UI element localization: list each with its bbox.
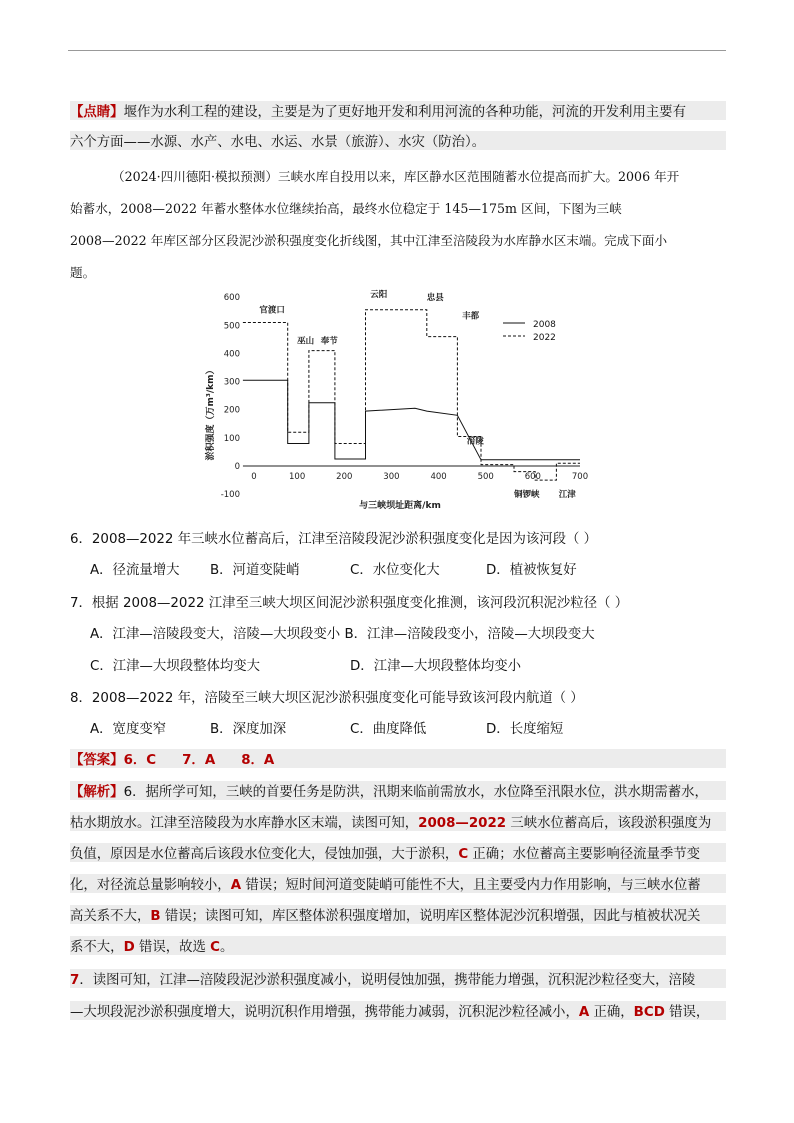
legend-2008-label: 2008 xyxy=(533,320,556,330)
legend xyxy=(503,320,556,343)
stem-line-1: （2024·四川德阳·模拟预测）三峡水库自投用以来，库区静水区范围随蓄水位提高而扩大。2006 年开 xyxy=(112,169,680,184)
y-tick-label: 100 xyxy=(223,433,240,444)
q8-option-d[interactable]: D．长度缩短 xyxy=(486,722,564,737)
q8-stem: 8．2008—2022 年，涪陵至三峡大坝区泥沙淤积强度变化可能导致该河段内航道（ ） xyxy=(70,691,584,706)
dianjing-line-2: 六个方面——水源、水产、水电、水运、水景（旅游）、水灾（防治）。 xyxy=(70,131,726,150)
dianjing-line-1: 【点睛】堰作为水利工程的建设，主要是为了更好地开发和利用河流的各种功能，河流的开发利用主要有 xyxy=(70,101,726,120)
y-tick-label: -100 xyxy=(220,490,240,501)
analysis-line-8: —大坝段泥沙淤积强度增大，说明沉积作用增强，携带能力减弱，沉积泥沙粒径减小，A 正确，BCD 错误， xyxy=(70,1001,726,1020)
q7-option-d[interactable]: D．江津—大坝段整体均变小 xyxy=(350,659,521,674)
stem-line-3: 2008—2022 年库区部分区段泥沙淤积强度变化折线图，其中江津至涪陵段为水库静水区末端。完成下面小 xyxy=(70,233,668,248)
answer-8: 8．A xyxy=(241,753,275,768)
analysis-line-4: 化，对径流总量影响较小，A 错误；短时间河道变陡峭可能性不大，且主要受内力作用影响，与三峡水位蓄 xyxy=(70,874,726,893)
analysis-line-7: 7．读图可知，江津—涪陵段泥沙淤积强度减小，说明侵蚀加强，携带能力增强，沉积泥沙粒径变大，涪陵 xyxy=(70,969,726,988)
q8-option-a[interactable]: A．宽度变窄 xyxy=(90,722,167,737)
stem-line-4: 题。 xyxy=(70,265,96,280)
y-tick-label: 400 xyxy=(223,349,240,360)
place-label: 云阳 xyxy=(370,290,388,301)
analysis-line-2: 枯水期放水。江津至涪陵段为水库静水区末端，读图可知，2008—2022 三峡水位蓄高后，该段淤积强度为 xyxy=(70,812,726,831)
stem-line-2: 始蓄水，2008—2022 年蓄水整体水位继续抬高，最终水位稳定于 145—175m 区间，下图为三峡 xyxy=(70,201,622,216)
answer-6: 6．C xyxy=(123,753,157,768)
y-tick-label: 0 xyxy=(234,462,240,472)
x-tick-label: 500 xyxy=(477,472,494,482)
q6-option-c[interactable]: C．水位变化大 xyxy=(350,563,440,578)
analysis-line-3: 负值，原因是水位蓄高后该段水位变化大，侵蚀加强，大于淤积，C 正确；水位蓄高主要影响径流量季节变 xyxy=(70,843,726,862)
place-label: 涪陵 xyxy=(466,436,484,447)
q7-option-c[interactable]: C．江津—大坝段整体均变大 xyxy=(90,659,261,674)
y-axis-label: 淤积强度（万m³/km） xyxy=(206,365,216,461)
dianjing-tag: 【点睛】 xyxy=(70,105,124,120)
answer-line xyxy=(70,749,726,768)
series-group xyxy=(243,310,580,480)
q8-option-b[interactable]: B．深度加深 xyxy=(210,722,287,737)
y-tick-label: 600 xyxy=(223,293,240,304)
analysis-tag: 【解析】 xyxy=(70,785,124,800)
series-line-2008 xyxy=(243,380,580,460)
q7-option-ab[interactable]: A．江津—涪陵段变大，涪陵—大坝段变小 B．江津—涪陵段变小，涪陵—大坝段变大 xyxy=(90,627,595,642)
y-tick-label: 200 xyxy=(223,405,240,416)
analysis-line-5: 高关系不大，B 错误；读图可知，库区整体淤积强度增加，说明库区整体泥沙沉积增强，因此与植被状况关 xyxy=(70,905,726,924)
q7-stem: 7．根据 2008—2022 江津至三峡大坝区间泥沙淤积强度变化推测，该河段沉积泥沙粒径（ ） xyxy=(70,596,629,611)
answer-7: 7．A xyxy=(182,753,216,768)
legend-2022-label: 2022 xyxy=(533,333,556,343)
place-labels xyxy=(259,289,576,500)
q8-option-c[interactable]: C．曲度降低 xyxy=(350,722,427,737)
y-axis-ticks xyxy=(221,293,240,500)
x-tick-label: 300 xyxy=(383,472,400,482)
y-tick-label: 500 xyxy=(223,321,240,332)
header-rule xyxy=(68,50,726,51)
place-label: 丰都 xyxy=(462,311,480,322)
analysis-line-1: 【解析】6．据所学可知，三峡的首要任务是防洪，汛期来临前需放水，水位降至汛限水位，洪水期需蓄水， xyxy=(70,781,726,800)
place-label: 江津 xyxy=(558,489,576,500)
x-tick-label: 0 xyxy=(251,472,257,482)
place-label: 忠县 xyxy=(426,292,444,303)
siltation-chart xyxy=(200,288,600,513)
q6-stem: 6．2008—2022 年三峡水位蓄高后，江津至涪陵段泥沙淤积强度变化是因为该河段（ ） xyxy=(70,532,598,547)
q6-option-a[interactable]: A．径流量增大 xyxy=(90,563,180,578)
analysis-line-6: 系不大，D 错误，故选 C。 xyxy=(70,936,726,955)
x-tick-label: 200 xyxy=(336,472,353,482)
series-line-2022 xyxy=(243,310,580,480)
q6-option-b[interactable]: B．河道变陡峭 xyxy=(210,563,300,578)
x-tick-label: 100 xyxy=(289,472,306,482)
answer-tag: 【答案】 xyxy=(70,753,124,768)
y-tick-label: 300 xyxy=(223,377,240,388)
x-tick-label: 700 xyxy=(571,472,589,482)
place-label: 奉节 xyxy=(320,336,338,347)
place-label: 巫山 xyxy=(297,336,315,347)
x-tick-label: 600 xyxy=(524,472,541,482)
q6-option-d[interactable]: D．植被恢复好 xyxy=(486,563,577,578)
place-label: 铜锣峡 xyxy=(514,489,540,500)
x-tick-label: 400 xyxy=(430,472,447,482)
x-axis-label: 与三峡坝址距离/km xyxy=(359,501,441,511)
place-label: 官渡口 xyxy=(259,305,285,316)
